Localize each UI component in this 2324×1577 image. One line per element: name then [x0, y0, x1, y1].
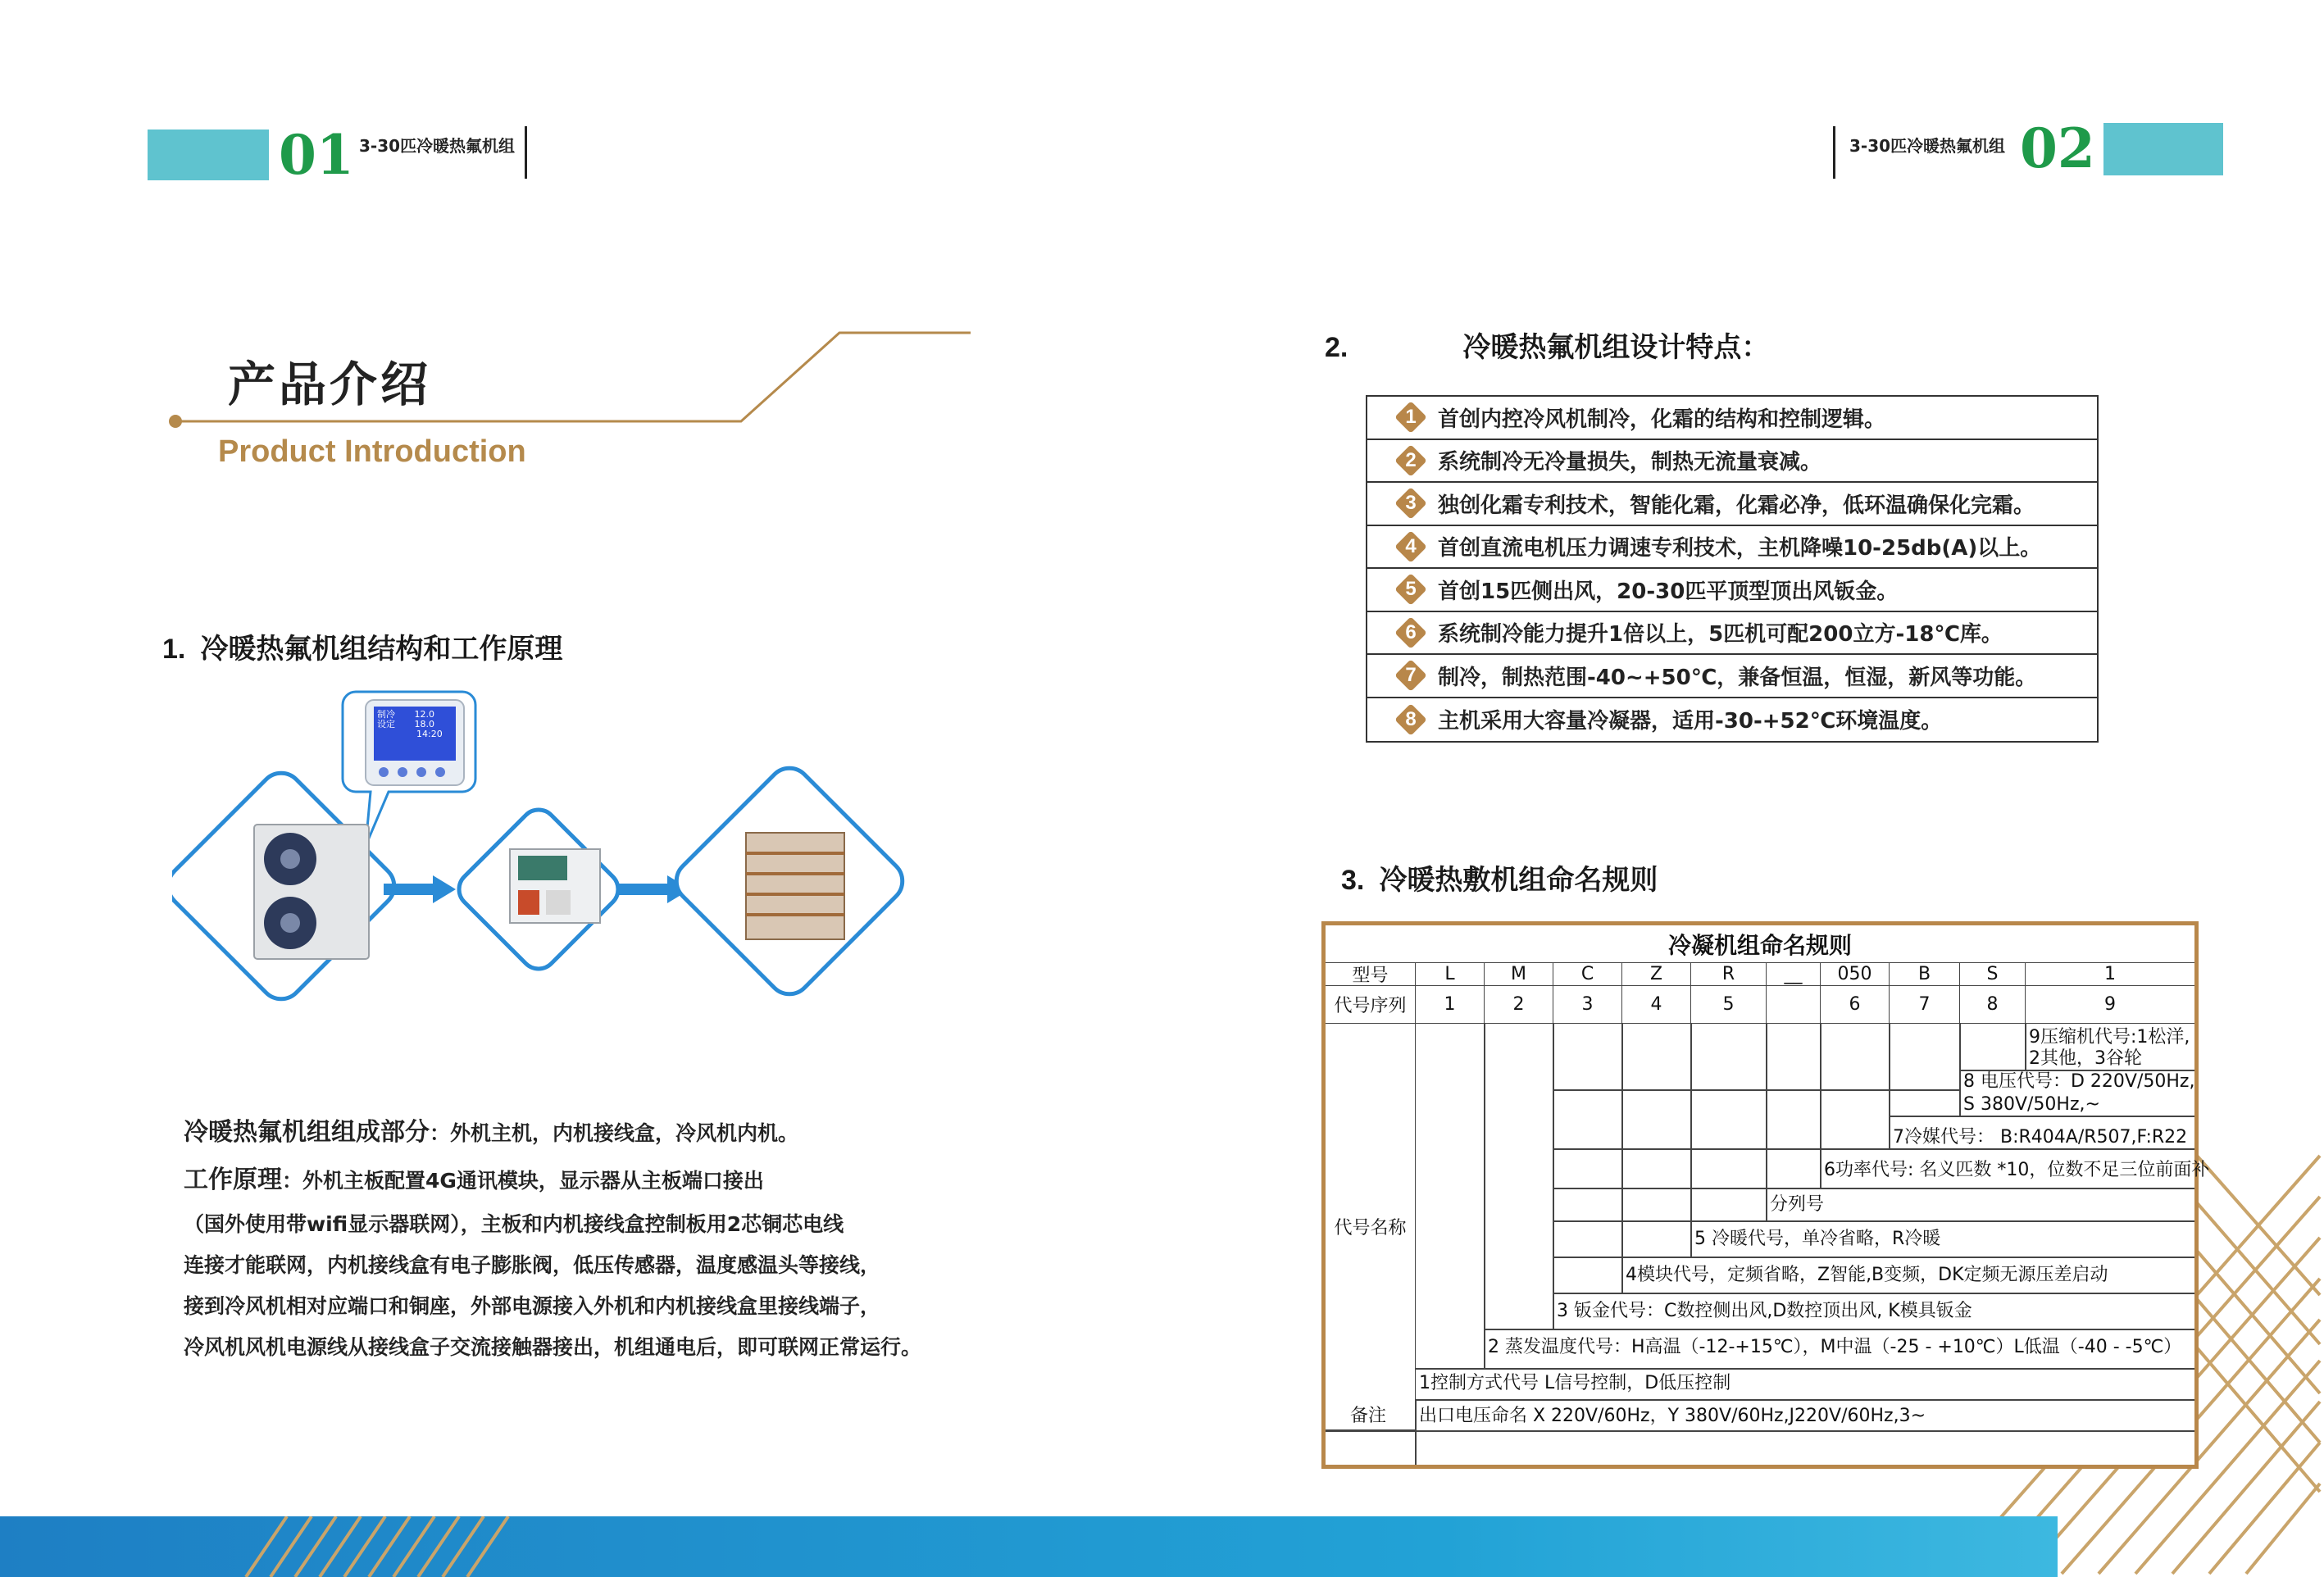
feature-row: [1367, 612, 2097, 656]
section3-number: 3.: [1341, 865, 1365, 896]
section3-heading: [1341, 857, 1658, 898]
seq-num: [1767, 986, 1821, 1024]
seq-num: 2: [1485, 986, 1553, 1024]
rule-8a: 8 电压代号：D 220V/50Hz,: [1963, 1071, 2195, 1092]
left-header-divider: [525, 126, 527, 179]
model-code: 1: [2026, 963, 2194, 986]
principle-line-1: [184, 1159, 764, 1195]
right-header-title: 3-30匹冷暖热氟机组: [1849, 136, 2006, 156]
rule-9a: 9压缩机代号:1松洋,: [2029, 1027, 2190, 1048]
screen-time: 14:20: [416, 729, 443, 739]
composition-line: [184, 1111, 798, 1148]
model-code: 050: [1821, 963, 1890, 986]
seq-num: 7: [1890, 986, 1960, 1024]
system-diagram: [172, 685, 959, 1029]
remark-text: 出口电压命名 X 220V/60Hz，Y 380V/60Hz,J220V/60Hz,3~: [1419, 1406, 1926, 1426]
feature-row: [1367, 698, 2097, 742]
principle-line-5: 冷风机风机电源线从接线盒子交流接触器接出，机组通电后，即可联网正常运行。: [184, 1335, 922, 1359]
intro-title-zh: 产品介绍: [228, 357, 432, 412]
feature-row: [1367, 440, 2097, 484]
feature-badge: 2: [1395, 445, 1426, 476]
model-code: L: [1416, 963, 1485, 986]
row-remark-label: 备注: [1350, 1406, 1387, 1426]
rule-split: 分列号: [1770, 1194, 1825, 1215]
row-seq-label: 代号序列: [1326, 986, 1416, 1024]
feature-text: 系统制冷无冷量损失，制热无流量衰减。: [1438, 450, 1822, 475]
feature-badge: 4: [1395, 531, 1426, 562]
composition-text: ：外机主机，内机接线盒，冷风机内机。: [430, 1121, 799, 1145]
feature-row: [1367, 397, 2097, 440]
model-code: R: [1691, 963, 1767, 986]
feature-text: 系统制冷能力提升1倍以上，5匹机可配200立方-18℃库。: [1438, 622, 2003, 648]
rule-1: 1控制方式代号 L信号控制，D低压控制: [1419, 1373, 1731, 1393]
row-model-label: 型号: [1326, 963, 1416, 986]
feature-badge: 3: [1395, 488, 1426, 519]
feature-text: 独创化霜专利技术，智能化霜，化霜必净，低环温确保化完霜。: [1438, 493, 2035, 518]
screen-set: 设定: [377, 719, 395, 729]
feature-text: 制冷，制热范围-40~+50℃，兼备恒温，恒湿，新风等功能。: [1438, 665, 2037, 690]
principle-text-1: ：外机主板配置4G通讯模块，显示器从主板端口接出: [282, 1169, 764, 1193]
left-header-title: 3-30匹冷暖热氟机组: [359, 136, 516, 156]
model-code: Z: [1622, 963, 1691, 986]
feature-badge: 8: [1395, 704, 1426, 735]
rule-2: 2 蒸发温度代号：H高温（-12-+15℃），M中温（-25 - +10℃）L低温（-40 - -5℃）: [1488, 1337, 2182, 1357]
section1-number: 1.: [162, 634, 186, 665]
screen-value-2: 18.0: [414, 719, 434, 729]
seq-num: 6: [1821, 986, 1890, 1024]
rule-8b: S 380V/50Hz,~: [1963, 1094, 2100, 1115]
right-header-divider: [1833, 126, 1835, 179]
seq-num: 3: [1553, 986, 1622, 1024]
seq-num: 5: [1691, 986, 1767, 1024]
features-list: [1366, 395, 2099, 743]
screen-value-1: 12.0: [414, 709, 434, 720]
right-page-number: 02: [2020, 116, 2095, 180]
rule-4: 4模块代号，定频省略，Z智能,B变频，DK定频无源压差启动: [1626, 1265, 2108, 1285]
feature-row: [1367, 526, 2097, 570]
composition-label: 冷暖热氟机组组成部分: [184, 1118, 430, 1147]
seq-num: 9: [2026, 986, 2194, 1024]
rule-7: 7冷媒代号： B:R404A/R507,F:R22: [1893, 1127, 2188, 1148]
row-name-label: 代号名称: [1326, 1024, 1416, 1430]
naming-rule-table: [1321, 921, 2210, 1469]
feature-badge: 7: [1395, 660, 1426, 691]
rule-6: 6功率代号: 名义匹数 *10，位数不足三位前面补: [1824, 1160, 2210, 1180]
model-code: S: [1960, 963, 2026, 986]
seq-num: 4: [1622, 986, 1691, 1024]
model-code: C: [1553, 963, 1622, 986]
section1-title: 冷暖热氟机组结构和工作原理: [200, 633, 563, 666]
section1-heading: [162, 626, 562, 666]
seq-num: 1: [1416, 986, 1485, 1024]
feature-text: 首创直流电机压力调速专利技术，主机降噪10-25db(A)以上。: [1438, 536, 2042, 561]
feature-text: 首创15匹侧出风，20-30匹平顶型顶出风钣金。: [1438, 579, 1899, 604]
feature-text: 首创内控冷风机制冷，化霜的结构和控制逻辑。: [1438, 407, 1886, 432]
section2-heading: [1325, 325, 1769, 365]
feature-badge: 1: [1395, 402, 1426, 433]
controller-screen-text: [377, 710, 456, 759]
feature-row: [1367, 569, 2097, 612]
section2-number: 2.: [1325, 332, 1348, 363]
feature-text: 主机采用大容量冷凝器，适用-30-+52℃环境温度。: [1438, 709, 1943, 734]
feature-badge: 5: [1395, 574, 1426, 605]
feature-row: [1367, 655, 2097, 698]
left-page-number: 01: [279, 123, 354, 187]
left-header-bar: [148, 130, 269, 180]
intro-title-en: Product Introduction: [218, 434, 526, 469]
model-code: __: [1767, 963, 1821, 986]
table-title: 冷凝机组命名规则: [1326, 925, 2194, 963]
right-header-bar: [2103, 123, 2223, 175]
section2-title: 冷暖热氟机组设计特点：: [1462, 331, 1770, 364]
screen-mode: 制冷: [377, 709, 395, 720]
principle-line-3: 连接才能联网，内机接线盒有电子膨胀阀，低压传感器，温度感温头等接线，: [184, 1253, 881, 1277]
model-code: M: [1485, 963, 1553, 986]
feature-row: [1367, 483, 2097, 526]
rule-5: 5 冷暖代号，单冷省略，R冷暖: [1694, 1229, 1941, 1249]
feature-badge: 6: [1395, 617, 1426, 648]
principle-line-4: 接到冷风机相对应端口和铜座，外部电源接入外机和内机接线盒里接线端子，: [184, 1294, 881, 1318]
model-code: B: [1890, 963, 1960, 986]
rule-9b: 2其他，3谷轮: [2029, 1048, 2142, 1069]
section3-title: 冷暖热敷机组命名规则: [1379, 864, 1658, 897]
seq-num: 8: [1960, 986, 2026, 1024]
rule-3: 3 钣金代号：C数控侧出风,D数控顶出风, K模具钣金: [1557, 1301, 1972, 1321]
stripe-decor-bottom: [230, 1516, 557, 1577]
principle-label: 工作原理: [184, 1166, 282, 1194]
principle-line-2: （国外使用带wifi显示器联网），主板和内机接线盒控制板用2芯铜芯电线: [184, 1212, 844, 1236]
